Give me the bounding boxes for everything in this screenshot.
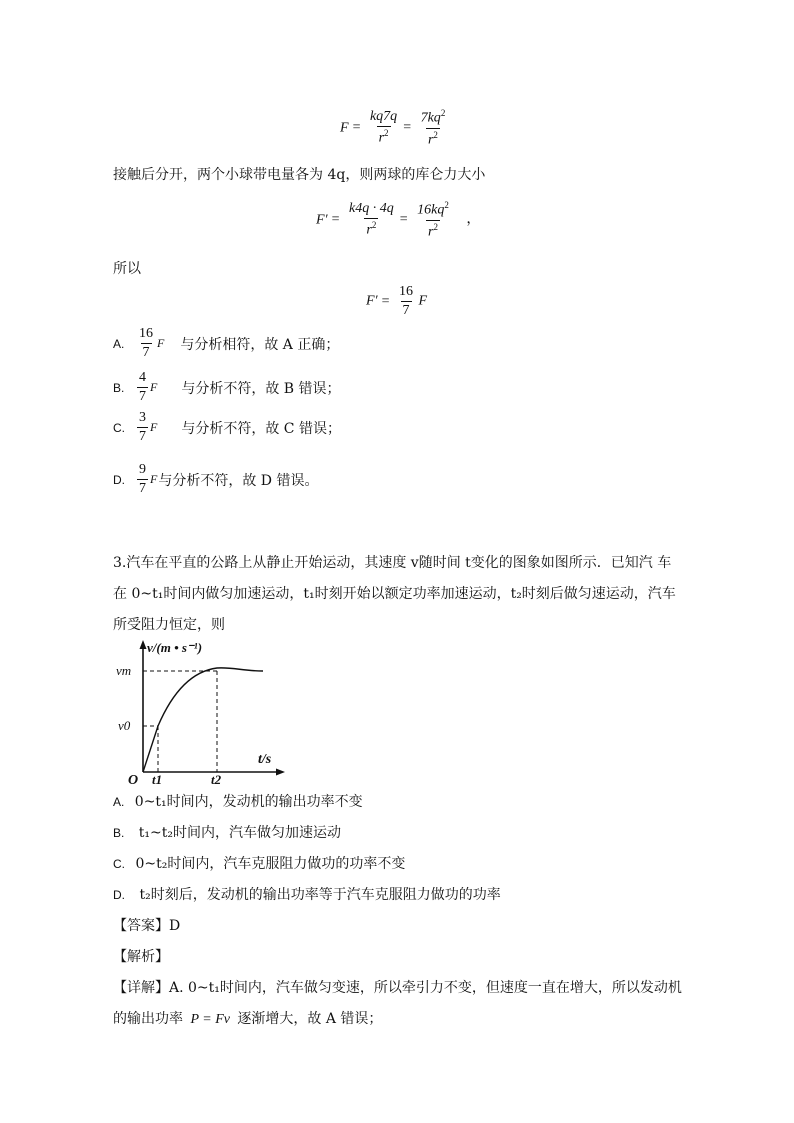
y-axis-label: v/(m • s⁻¹) xyxy=(147,640,203,655)
v0-label: v0 xyxy=(118,718,131,733)
formula-2-tail: ， xyxy=(466,212,481,228)
linear-segment xyxy=(143,726,158,772)
formula-1-num-2: 7kq xyxy=(420,110,441,126)
option-text: 与分析相符，故 A 正确； xyxy=(180,336,340,353)
y-axis-arrow xyxy=(140,640,147,649)
option-fraction xyxy=(137,326,155,361)
formula-2-frac-1: $\frac{k4q \cdot 4q}{r^2}$ xyxy=(349,201,394,238)
detail-line-1: 【详解】A. 0~t₁时间内，汽车做匀变速，所以牵引力不变，但速度一直在增大，所以发动机 xyxy=(113,980,682,996)
formula-1-den-2: r xyxy=(427,132,434,148)
answer: 【答案】D xyxy=(113,918,181,934)
x-axis-label: t/s xyxy=(258,752,272,767)
formula-2-den-2: r xyxy=(428,224,434,240)
formula-2-num-2: 16kq xyxy=(417,202,445,218)
formula-2-num-1: k4q · 4q xyxy=(349,201,394,217)
formula-2-lhs: F′ xyxy=(316,212,328,228)
formula-3-den: 7 xyxy=(402,303,410,318)
t1-label: t1 xyxy=(152,772,163,786)
option-num: 16 xyxy=(139,326,153,341)
x-axis-arrow xyxy=(276,769,285,776)
option-var: F xyxy=(157,336,165,350)
option-var: F xyxy=(150,420,158,434)
option-label: B. xyxy=(113,380,125,395)
option-num: 9 xyxy=(139,462,146,477)
formula-3-lhs: F′ xyxy=(366,293,378,309)
option-text: 0~t₂时间内，汽车克服阻力做功的功率不变 xyxy=(135,856,406,872)
option-label: B. xyxy=(113,826,125,840)
analysis-heading: 【解析】 xyxy=(113,949,169,965)
question-3-line-3: 所受阻力恒定，则 xyxy=(113,617,225,633)
formula-3: F′ = $\frac{16}{7}$ F xyxy=(366,284,428,318)
option-text: 与分析不符，故 D 错误。 xyxy=(158,472,319,489)
question-3-line-1: 3.汽车在平直的公路上从静止开始运动，其速度 v随时间 t变化的图象如图所示．已知汽 车 xyxy=(113,555,672,571)
option-num: 3 xyxy=(139,410,146,425)
option-q2-a xyxy=(113,326,339,361)
formula-3-var: F xyxy=(418,293,428,309)
option-fraction xyxy=(137,462,148,497)
formula-3-frac xyxy=(397,284,415,319)
option-q2-b xyxy=(113,370,341,405)
formula-2-frac-2: $\frac{16kq^2}{r^2}$ xyxy=(417,200,449,240)
paragraph-1: 接触后分开，两个小球带电量各为 4q，则两球的库仑力大小 xyxy=(113,167,486,183)
option-label: C. xyxy=(113,420,125,435)
power-formula: P = Fv xyxy=(190,1012,230,1027)
option-fraction xyxy=(137,370,148,405)
option-var: F xyxy=(150,472,158,486)
option-text: t₂时刻后，发动机的输出功率等于汽车克服阻力做功的功率 xyxy=(139,887,501,903)
formula-2-den-1: r xyxy=(366,222,372,238)
option-text: t₁~t₂时间内，汽车做匀加速运动 xyxy=(138,825,342,841)
vm-label: vm xyxy=(116,663,132,678)
detail-line-2-b: 逐渐增大，故 A 错误； xyxy=(237,1011,383,1027)
option-den: 7 xyxy=(139,481,146,496)
option-den: 7 xyxy=(142,345,150,360)
option-q2-c xyxy=(113,410,341,445)
option-text: 0~t₁时间内，发动机的输出功率不变 xyxy=(134,794,363,810)
origin-label: O xyxy=(128,773,139,786)
formula-2: F′ = $\frac{k4q \cdot 4q}{r^2}$ = $\frac{16kq^2}{r^2}$ ， xyxy=(316,200,481,240)
formula-1-lhs: F xyxy=(340,120,349,136)
t2-label: t2 xyxy=(211,772,222,786)
formula-1-frac-2: $\frac{7kq^2}{r^2}$ xyxy=(420,108,446,148)
option-q3-b xyxy=(113,822,341,842)
option-label: D. xyxy=(113,888,125,902)
option-label: C. xyxy=(113,857,125,871)
detail-line-2 xyxy=(113,1008,382,1028)
detail-line-2-a: 的输出功率 xyxy=(113,1011,183,1027)
option-label: D. xyxy=(113,472,125,487)
power-curve xyxy=(158,668,263,726)
option-den: 7 xyxy=(139,389,146,404)
option-num: 4 xyxy=(139,370,146,385)
option-label: A. xyxy=(113,336,125,351)
option-var: F xyxy=(150,380,158,394)
formula-1-num-1: kq7q xyxy=(369,109,398,125)
formula-1-den-1: r xyxy=(378,130,385,146)
option-q3-c xyxy=(113,853,405,873)
option-q2-d xyxy=(113,462,318,497)
option-q3-a xyxy=(113,791,363,811)
formula-1: F = $\frac{kq7q}{r^2}$ = $\frac{7kq^2}{r^2}$ xyxy=(340,108,446,148)
option-text: 与分析不符，故 C 错误； xyxy=(181,420,341,437)
paragraph-2: 所以 xyxy=(113,261,141,277)
question-3-line-2: 在 0~t₁时间内做匀加速运动，t₁时刻开始以额定功率加速运动，t₂时刻后做匀速运动，汽车 xyxy=(113,586,676,602)
velocity-time-graph xyxy=(113,636,288,786)
option-label: A. xyxy=(113,795,125,809)
formula-3-num: 16 xyxy=(399,284,414,299)
option-den: 7 xyxy=(139,429,146,444)
option-text: 与分析不符，故 B 错误； xyxy=(181,380,341,397)
formula-1-frac-1: $\frac{kq7q}{r^2}$ xyxy=(369,109,398,146)
option-fraction xyxy=(137,410,148,445)
option-q3-d xyxy=(113,884,501,904)
